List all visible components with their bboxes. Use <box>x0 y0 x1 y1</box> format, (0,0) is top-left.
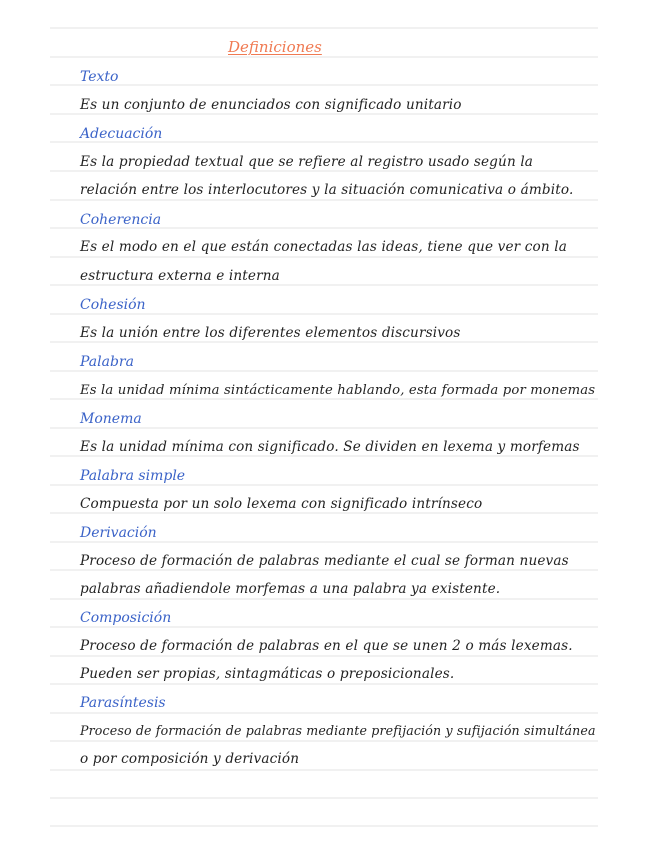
definition-derivacion-line-2: palabras añadiendole morfemas a una palabra ya existente. <box>80 581 501 597</box>
definition-parasintesis-line-1: Proceso de formación de palabras mediante prefijación y sufijación simultánea <box>80 723 596 738</box>
term-palabra-simple: Palabra simple <box>80 468 186 484</box>
term-coherencia: Coherencia <box>80 212 162 228</box>
definition-monema-line-1: Es la unidad mínima con significado. Se dividen en lexema y morfemas <box>80 439 580 455</box>
term-composicion: Composición <box>80 610 172 626</box>
term-texto: Texto <box>80 69 119 85</box>
term-cohesion: Cohesión <box>80 297 146 313</box>
term-parasintesis: Parasíntesis <box>80 695 166 711</box>
definition-parasintesis-line-2: o por composición y derivación <box>80 751 300 767</box>
term-derivacion: Derivación <box>80 525 157 541</box>
term-palabra: Palabra <box>80 354 134 370</box>
term-adecuacion: Adecuación <box>80 126 163 142</box>
definition-cohesion-line-1: Es la unión entre los diferentes elementos discursivos <box>80 325 461 341</box>
definition-derivacion-line-1: Proceso de formación de palabras mediante el cual se forman nuevas <box>80 553 569 569</box>
definition-adecuacion-line-1: Es la propiedad textual que se refiere al registro usado según la <box>80 154 534 170</box>
definition-coherencia-line-2: estructura externa e interna <box>80 268 280 284</box>
definition-texto-line-1: Es un conjunto de enunciados con significado unitario <box>80 97 462 113</box>
term-monema: Monema <box>80 411 142 427</box>
definition-adecuacion-line-2: relación entre los interlocutores y la situación comunicativa o ámbito. <box>80 182 574 198</box>
page-title: Definiciones <box>228 38 322 56</box>
definition-coherencia-line-1: Es el modo en el que están conectadas las ideas, tiene que ver con la <box>80 239 568 255</box>
definition-palabra-line-1: Es la unidad mínima sintácticamente hablando, esta formada por monemas <box>80 383 596 398</box>
definition-palabra-simple-line-1: Compuesta por un solo lexema con significado intrínseco <box>80 496 483 512</box>
definition-composicion-line-1: Proceso de formación de palabras en el que se unen 2 o más lexemas. <box>80 638 573 654</box>
definition-composicion-line-2: Pueden ser propias, sintagmáticas o preposicionales. <box>80 666 455 682</box>
